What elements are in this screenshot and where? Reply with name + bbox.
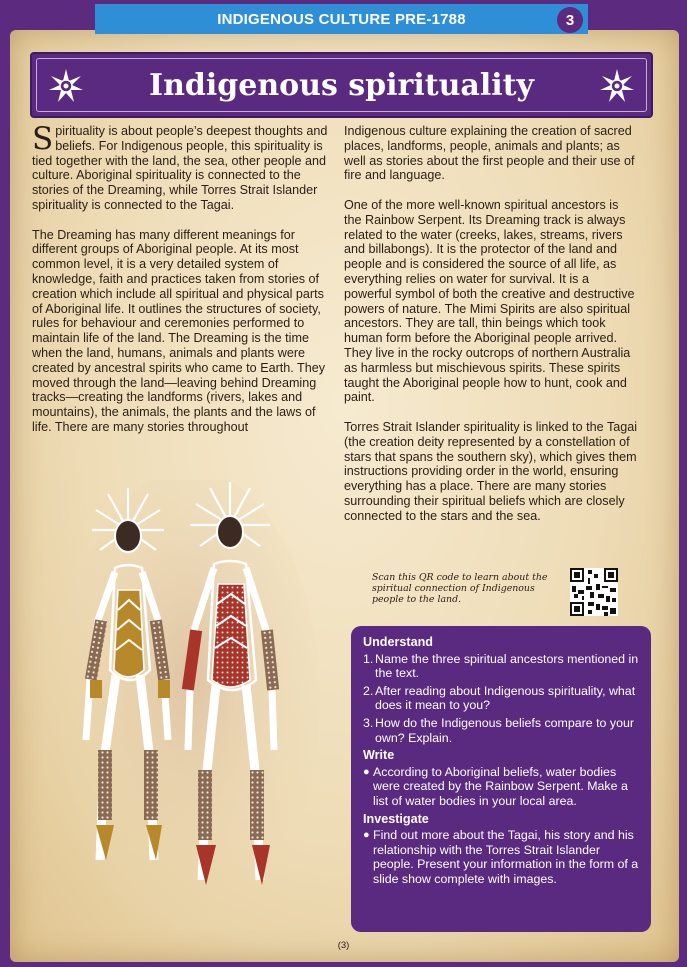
bullet-icon: ● — [363, 765, 370, 778]
page-title: Indigenous spirituality — [149, 67, 534, 103]
bullet-icon: ● — [363, 829, 370, 842]
understand-list — [363, 652, 641, 746]
understand-heading: Understand — [363, 635, 433, 649]
drop-cap: S — [32, 121, 54, 157]
qr-code-icon[interactable] — [570, 568, 618, 616]
list-item — [363, 684, 641, 713]
write-heading: Write — [363, 748, 395, 763]
item-number: 2. — [363, 683, 374, 698]
investigate-list — [363, 828, 641, 886]
item-text: Name the three spiritual ancestors mentioned in the text. — [375, 651, 639, 681]
list-item — [363, 765, 641, 809]
intro-paragraph-text: pirituality is about people’s deepest thoughts and beliefs. For Indigenous people, this spirituality is tied together with the land, the sea, other people and culture. Aboriginal spirituality is connected to the stories of the Dreaming, while Torres Strait Islander spirituality is connected to the Tagai. — [32, 124, 328, 212]
ancestors-paragraph: One of the more well-known spiritual ancestors is the Rainbow Serpent. Its Dreaming track is always related to the water (creeks, lakes, streams, rivers and billabongs). It is the protector of the land and people and is considered the source of all life, as everything relies on water for survival. It is a powerful symbol of both the creative and destructive powers of nature. The Mimi Spirits are also spiritual ancestors. They are tall, thin beings which took human form before the Aboriginal people arrived. They live in the rocky outcrops of northern Australia as harmless but mischievous spirits. These spirits taught the Aboriginal people how to hunt, cook and paint. — [344, 197, 635, 405]
list-item — [363, 828, 641, 886]
item-text: According to Aboriginal beliefs, water bodies were created by the Rainbow Serpent. Make a list of water bodies in your local area. — [373, 764, 628, 808]
list-item — [363, 652, 641, 681]
item-number: 1. — [363, 651, 374, 666]
chapter-number-badge — [557, 7, 583, 33]
left-column — [32, 121, 334, 450]
list-item — [363, 716, 641, 745]
dreaming-paragraph: The Dreaming has many different meanings for different groups of Aboriginal people. At its most common level, it is a very detailed system of knowledge, faith and practices taken from stories of creation which include all spiritual and physical parts of Aboriginal life. It outlines the structures of society, rules for behaviour and ceremonies performed to maintain life of the land. The Dreaming is the time when the land, humans, animals and plants were created by ancestral spirits who came to Earth. They moved through the land—leaving behind Dreaming tracks—creating the landforms (rivers, lakes and mountains), the animals, the plants and the laws of life. There are many stories throughout — [32, 227, 326, 434]
sun-star-icon — [48, 68, 84, 104]
intro-paragraph — [32, 121, 334, 213]
chapter-title: INDIGENOUS CULTURE PRE-1788 — [217, 10, 466, 28]
mimi-spirits-illustration — [60, 480, 320, 940]
right-column — [344, 124, 638, 538]
qr-caption: Scan this QR code to learn about the spiritual connection of Indigenous people to the land. — [372, 572, 548, 605]
item-text: How do the Indigenous beliefs compare to your own? Explain. — [375, 715, 634, 745]
chapter-number: 3 — [565, 11, 575, 29]
write-list — [363, 765, 641, 809]
creation-paragraph: Indigenous culture explaining the creation of sacred places, landforms, people, animals and plants; as well as stories about the first people and their use of fire and language. — [344, 124, 635, 183]
page-number: (3) — [337, 940, 350, 951]
sun-star-icon — [599, 68, 635, 104]
title-banner — [30, 52, 653, 118]
item-text: After reading about Indigenous spirituality, what does it mean to you? — [375, 683, 636, 713]
activity-box — [351, 626, 651, 932]
tagai-paragraph: Torres Strait Islander spirituality is linked to the Tagai (the creation deity represented by a constellation of stars that spans the southern sky), which gives them instructions providing order in the world, ensuring everything has a place. There are many stories surrounding their spiritual beliefs which are closely connected to the stars and the sea. — [344, 419, 638, 523]
item-text: Find out more about the Tagai, his story and his relationship with the Torres Strait Islander people. Present your information in the form of a slide show complete with images. — [373, 828, 639, 886]
item-number: 3. — [363, 715, 374, 730]
investigate-heading: Investigate — [363, 811, 429, 826]
chapter-header — [95, 4, 588, 34]
